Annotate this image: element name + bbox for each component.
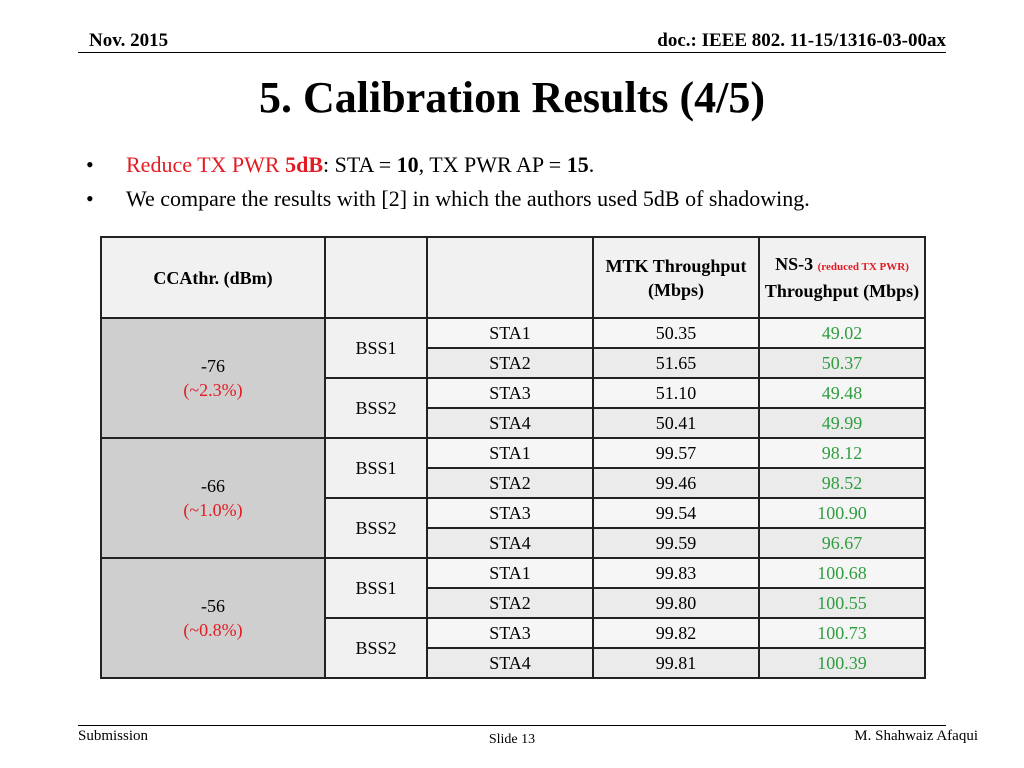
ns3-throughput-cell: 49.99 (759, 408, 925, 438)
sta-cell: STA2 (427, 348, 593, 378)
sta-cell: STA3 (427, 618, 593, 648)
bullet-marker: • (86, 186, 94, 211)
bullet-list (80, 148, 980, 216)
bss-cell: BSS1 (325, 318, 427, 378)
bullet-item-2 (80, 182, 980, 216)
ns3-throughput-cell: 98.52 (759, 468, 925, 498)
sta-cell: STA4 (427, 408, 593, 438)
bss-cell: BSS1 (325, 558, 427, 618)
bullet-1-5db: 5dB (285, 152, 323, 177)
ns3-throughput-cell: 100.55 (759, 588, 925, 618)
bullet-1-sta-value: 10 (396, 152, 419, 177)
bss-cell: BSS2 (325, 498, 427, 558)
ccathr-group (101, 438, 325, 558)
footer-author: M. Shahwaiz Afaqui (854, 728, 978, 744)
ccathr-group (101, 558, 325, 678)
ccathr-value: -66 (201, 476, 225, 496)
mtk-throughput-cell: 51.10 (593, 378, 759, 408)
bss-cell: BSS1 (325, 438, 427, 498)
mtk-throughput-cell: 99.82 (593, 618, 759, 648)
bullet-1-sta-text: : STA = (323, 152, 397, 177)
table-body (101, 318, 925, 678)
mtk-throughput-cell: 99.54 (593, 498, 759, 528)
bullet-1-ap-text: , TX PWR AP = (418, 152, 567, 177)
ns3-throughput-cell: 49.02 (759, 318, 925, 348)
ns3-throughput-cell: 100.39 (759, 648, 925, 678)
header-ns3-throughput (759, 237, 925, 318)
bullet-item-1 (80, 148, 980, 182)
header-date: Nov. 2015 (89, 30, 169, 51)
bss-cell: BSS2 (325, 618, 427, 678)
header-bss-empty (325, 237, 427, 318)
ns3-throughput-cell: 96.67 (759, 528, 925, 558)
mtk-throughput-cell: 99.57 (593, 438, 759, 468)
header-ns3-label: NS-3 (775, 254, 818, 274)
table-header-row (101, 237, 925, 318)
bullet-1-ap-value: 15 (566, 152, 589, 177)
bullet-marker: • (86, 152, 94, 177)
table-row (101, 438, 925, 468)
header-divider (78, 52, 946, 53)
bullet-2-text: We compare the results with [2] in which the authors used 5dB of shadowing. (126, 186, 810, 211)
header-ccathr: CCAthr. (dBm) (101, 237, 325, 318)
mtk-throughput-cell: 99.83 (593, 558, 759, 588)
ccathr-value: -56 (201, 596, 225, 616)
table-row (101, 318, 925, 348)
ccathr-percent: (~1.0%) (183, 500, 243, 520)
ns3-throughput-cell: 49.48 (759, 378, 925, 408)
header-sta-empty (427, 237, 593, 318)
footer-submission: Submission (78, 728, 149, 744)
mtk-throughput-cell: 99.81 (593, 648, 759, 678)
calibration-table (100, 236, 926, 679)
sta-cell: STA1 (427, 318, 593, 348)
mtk-throughput-cell: 99.46 (593, 468, 759, 498)
mtk-throughput-cell: 50.35 (593, 318, 759, 348)
header-doc-id: doc.: IEEE 802. 11-15/1316-03-00ax (657, 30, 946, 51)
header-ns3-note: (reduced TX PWR) (817, 261, 909, 273)
ccathr-value: -76 (201, 356, 225, 376)
footer-slide-number: Slide 13 (488, 732, 536, 747)
bss-cell: BSS2 (325, 378, 427, 438)
sta-cell: STA2 (427, 588, 593, 618)
slide-title: 5. Calibration Results (4/5) (259, 73, 765, 122)
ns3-throughput-cell: 100.90 (759, 498, 925, 528)
mtk-throughput-cell: 50.41 (593, 408, 759, 438)
mtk-throughput-cell: 99.80 (593, 588, 759, 618)
sta-cell: STA1 (427, 438, 593, 468)
ccathr-percent: (~2.3%) (183, 380, 243, 400)
table-row (101, 558, 925, 588)
sta-cell: STA4 (427, 648, 593, 678)
mtk-throughput-cell: 51.65 (593, 348, 759, 378)
footer-divider (78, 725, 946, 726)
sta-cell: STA3 (427, 498, 593, 528)
ns3-throughput-cell: 98.12 (759, 438, 925, 468)
mtk-throughput-cell: 99.59 (593, 528, 759, 558)
sta-cell: STA4 (427, 528, 593, 558)
sta-cell: STA2 (427, 468, 593, 498)
ns3-throughput-cell: 50.37 (759, 348, 925, 378)
bullet-1-period: . (588, 152, 595, 177)
ccathr-group (101, 318, 325, 438)
header-ns3-unit: Throughput (Mbps) (764, 281, 920, 301)
ns3-throughput-cell: 100.73 (759, 618, 925, 648)
sta-cell: STA3 (427, 378, 593, 408)
ns3-throughput-cell: 100.68 (759, 558, 925, 588)
bullet-1-reduce-text: Reduce TX PWR (126, 152, 286, 177)
ccathr-percent: (~0.8%) (183, 620, 243, 640)
header-mtk-throughput: MTK Throughput (Mbps) (593, 237, 759, 318)
sta-cell: STA1 (427, 558, 593, 588)
